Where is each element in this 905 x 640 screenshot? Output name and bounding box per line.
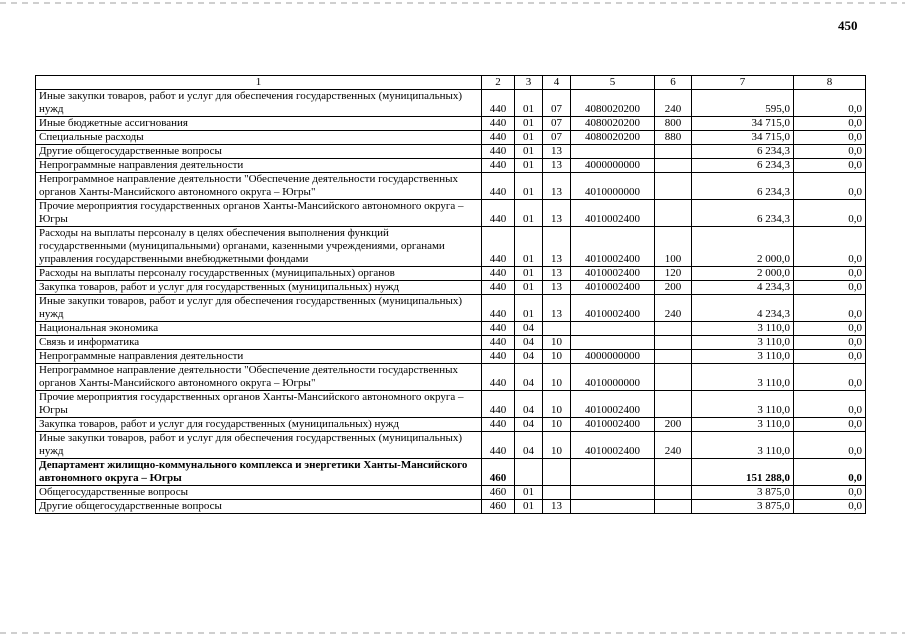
table-row (36, 336, 866, 350)
expense-type-cell: 240 (655, 90, 692, 117)
change-cell: 0,0 (794, 267, 866, 281)
chapter-code-cell: 04 (515, 432, 543, 459)
change-cell: 0,0 (794, 145, 866, 159)
table-row (36, 227, 866, 267)
chapter-code-cell: 01 (515, 159, 543, 173)
row-name-cell: Закупка товаров, работ и услуг для государственных (муниципальных) нужд (36, 418, 482, 432)
amount-cell: 595,0 (692, 90, 794, 117)
subsection-code-cell: 10 (543, 350, 571, 364)
row-name-cell: Связь и информатика (36, 336, 482, 350)
section-code-cell: 440 (482, 173, 515, 200)
chapter-code-cell: 04 (515, 336, 543, 350)
target-article-cell: 4010000000 (571, 173, 655, 200)
scan-bottom-edge (0, 632, 905, 634)
change-cell: 0,0 (794, 200, 866, 227)
change-cell: 0,0 (794, 131, 866, 145)
table-row (36, 295, 866, 322)
change-cell: 0,0 (794, 159, 866, 173)
section-code-cell: 460 (482, 500, 515, 514)
table-row (36, 500, 866, 514)
subsection-code-cell: 13 (543, 173, 571, 200)
section-code-cell: 440 (482, 350, 515, 364)
expense-type-cell (655, 391, 692, 418)
chapter-code-cell: 01 (515, 131, 543, 145)
expense-type-cell (655, 173, 692, 200)
row-name-cell: Прочие мероприятия государственных органов Ханты-Мансийского автономного округа – Югры (36, 200, 482, 227)
amount-cell: 4 234,3 (692, 281, 794, 295)
column-header: 8 (794, 76, 866, 90)
target-article-cell (571, 486, 655, 500)
change-cell: 0,0 (794, 432, 866, 459)
amount-cell: 3 110,0 (692, 391, 794, 418)
amount-cell: 3 110,0 (692, 322, 794, 336)
subsection-code-cell: 13 (543, 295, 571, 322)
table-row (36, 267, 866, 281)
change-cell: 0,0 (794, 500, 866, 514)
target-article-cell: 4010002400 (571, 295, 655, 322)
subsection-code-cell: 10 (543, 418, 571, 432)
target-article-cell (571, 145, 655, 159)
amount-cell: 6 234,3 (692, 159, 794, 173)
chapter-code-cell: 01 (515, 486, 543, 500)
target-article-cell: 4010002400 (571, 391, 655, 418)
subsection-code-cell: 13 (543, 227, 571, 267)
section-code-cell: 440 (482, 432, 515, 459)
expense-type-cell: 240 (655, 432, 692, 459)
change-cell: 0,0 (794, 322, 866, 336)
target-article-cell: 4000000000 (571, 350, 655, 364)
section-code-cell: 460 (482, 486, 515, 500)
table-row (36, 159, 866, 173)
row-name-cell: Департамент жилищно-коммунального комплекса и энергетики Ханты-Мансийского автономного округа – Югры (36, 459, 482, 486)
amount-cell: 6 234,3 (692, 200, 794, 227)
table-row (36, 131, 866, 145)
subsection-code-cell: 10 (543, 364, 571, 391)
section-code-cell: 460 (482, 459, 515, 486)
row-name-cell: Закупка товаров, работ и услуг для государственных (муниципальных) нужд (36, 281, 482, 295)
amount-cell: 34 715,0 (692, 131, 794, 145)
column-header: 4 (543, 76, 571, 90)
table-row (36, 418, 866, 432)
row-name-cell: Непрограммное направление деятельности "Обеспечение деятельности государственных органов Ханты-Мансийского автономного округа – Югры" (36, 364, 482, 391)
subsection-code-cell: 13 (543, 200, 571, 227)
change-cell: 0,0 (794, 350, 866, 364)
section-code-cell: 440 (482, 391, 515, 418)
expense-type-cell (655, 159, 692, 173)
chapter-code-cell: 01 (515, 173, 543, 200)
amount-cell: 3 110,0 (692, 336, 794, 350)
expense-type-cell (655, 322, 692, 336)
column-header: 6 (655, 76, 692, 90)
chapter-code-cell: 01 (515, 281, 543, 295)
amount-cell: 6 234,3 (692, 173, 794, 200)
section-code-cell: 440 (482, 90, 515, 117)
change-cell: 0,0 (794, 418, 866, 432)
change-cell: 0,0 (794, 281, 866, 295)
table-row (36, 350, 866, 364)
target-article-cell: 4000000000 (571, 159, 655, 173)
section-code-cell: 440 (482, 295, 515, 322)
amount-cell: 3 875,0 (692, 500, 794, 514)
row-name-cell: Другие общегосударственные вопросы (36, 500, 482, 514)
table-row (36, 145, 866, 159)
row-name-cell: Расходы на выплаты персоналу в целях обеспечения выполнения функций государственными (муниципальными) органами, казенными учреждениями, органами управления государственными внебюджетными фондами (36, 227, 482, 267)
table-row (36, 364, 866, 391)
row-name-cell: Прочие мероприятия государственных органов Ханты-Мансийского автономного округа – Югры (36, 391, 482, 418)
subsection-code-cell: 07 (543, 117, 571, 131)
row-name-cell: Иные бюджетные ассигнования (36, 117, 482, 131)
subsection-code-cell: 07 (543, 90, 571, 117)
chapter-code-cell: 04 (515, 418, 543, 432)
section-code-cell: 440 (482, 200, 515, 227)
chapter-code-cell: 01 (515, 90, 543, 117)
change-cell: 0,0 (794, 90, 866, 117)
section-code-cell: 440 (482, 145, 515, 159)
subsection-code-cell (543, 322, 571, 336)
chapter-code-cell: 04 (515, 322, 543, 336)
row-name-cell: Специальные расходы (36, 131, 482, 145)
target-article-cell: 4080020200 (571, 117, 655, 131)
chapter-code-cell: 01 (515, 227, 543, 267)
section-code-cell: 440 (482, 117, 515, 131)
amount-cell: 3 875,0 (692, 486, 794, 500)
chapter-code-cell: 01 (515, 267, 543, 281)
table-row (36, 200, 866, 227)
chapter-code-cell (515, 459, 543, 486)
target-article-cell: 4010000000 (571, 364, 655, 391)
row-name-cell: Непрограммное направление деятельности "Обеспечение деятельности государственных органов Ханты-Мансийского автономного округа – Югры" (36, 173, 482, 200)
target-article-cell: 4010002400 (571, 267, 655, 281)
section-code-cell: 440 (482, 159, 515, 173)
chapter-code-cell: 04 (515, 364, 543, 391)
chapter-code-cell: 01 (515, 500, 543, 514)
target-article-cell (571, 336, 655, 350)
expense-type-cell (655, 200, 692, 227)
column-header: 7 (692, 76, 794, 90)
subsection-code-cell: 13 (543, 145, 571, 159)
expense-type-cell: 200 (655, 418, 692, 432)
table-row (36, 117, 866, 131)
row-name-cell: Другие общегосударственные вопросы (36, 145, 482, 159)
subsection-code-cell: 07 (543, 131, 571, 145)
section-code-cell: 440 (482, 131, 515, 145)
amount-cell: 34 715,0 (692, 117, 794, 131)
target-article-cell (571, 500, 655, 514)
amount-cell: 3 110,0 (692, 350, 794, 364)
row-name-cell: Непрограммные направления деятельности (36, 350, 482, 364)
target-article-cell: 4010002400 (571, 281, 655, 295)
table-header-row (36, 76, 866, 90)
target-article-cell: 4010002400 (571, 418, 655, 432)
expense-type-cell (655, 459, 692, 486)
table-row (36, 173, 866, 200)
row-name-cell: Непрограммные направления деятельности (36, 159, 482, 173)
subsection-code-cell: 10 (543, 391, 571, 418)
target-article-cell: 4010002400 (571, 200, 655, 227)
table-row (36, 486, 866, 500)
section-code-cell: 440 (482, 322, 515, 336)
row-name-cell: Национальная экономика (36, 322, 482, 336)
change-cell: 0,0 (794, 227, 866, 267)
chapter-code-cell: 01 (515, 200, 543, 227)
change-cell: 0,0 (794, 336, 866, 350)
expense-type-cell: 880 (655, 131, 692, 145)
amount-cell: 3 110,0 (692, 364, 794, 391)
table-row (36, 322, 866, 336)
subsection-code-cell (543, 459, 571, 486)
table-row (36, 90, 866, 117)
row-name-cell: Иные закупки товаров, работ и услуг для обеспечения государственных (муниципальных) нужд (36, 432, 482, 459)
amount-cell: 151 288,0 (692, 459, 794, 486)
amount-cell: 2 000,0 (692, 267, 794, 281)
change-cell: 0,0 (794, 391, 866, 418)
change-cell: 0,0 (794, 459, 866, 486)
change-cell: 0,0 (794, 295, 866, 322)
amount-cell: 4 234,3 (692, 295, 794, 322)
expense-type-cell (655, 500, 692, 514)
row-name-cell: Расходы на выплаты персоналу государственных (муниципальных) органов (36, 267, 482, 281)
expense-type-cell: 800 (655, 117, 692, 131)
expense-type-cell: 240 (655, 295, 692, 322)
subsection-code-cell: 13 (543, 267, 571, 281)
amount-cell: 2 000,0 (692, 227, 794, 267)
section-code-cell: 440 (482, 336, 515, 350)
target-article-cell (571, 459, 655, 486)
expense-type-cell (655, 364, 692, 391)
subsection-code-cell: 10 (543, 336, 571, 350)
subsection-code-cell: 13 (543, 159, 571, 173)
row-name-cell: Общегосударственные вопросы (36, 486, 482, 500)
page-number: 450 (838, 18, 858, 33)
target-article-cell: 4010002400 (571, 432, 655, 459)
column-header: 3 (515, 76, 543, 90)
expense-type-cell (655, 486, 692, 500)
section-code-cell: 440 (482, 227, 515, 267)
subsection-code-cell (543, 486, 571, 500)
section-code-cell: 440 (482, 281, 515, 295)
budget-table (35, 75, 866, 514)
column-header: 5 (571, 76, 655, 90)
table-row (36, 459, 866, 486)
expense-type-cell (655, 336, 692, 350)
change-cell: 0,0 (794, 364, 866, 391)
amount-cell: 6 234,3 (692, 145, 794, 159)
amount-cell: 3 110,0 (692, 432, 794, 459)
column-header: 1 (36, 76, 482, 90)
table-row (36, 432, 866, 459)
target-article-cell: 4080020200 (571, 90, 655, 117)
chapter-code-cell: 01 (515, 295, 543, 322)
amount-cell: 3 110,0 (692, 418, 794, 432)
subsection-code-cell: 13 (543, 500, 571, 514)
subsection-code-cell: 13 (543, 281, 571, 295)
change-cell: 0,0 (794, 173, 866, 200)
change-cell: 0,0 (794, 117, 866, 131)
target-article-cell: 4010002400 (571, 227, 655, 267)
chapter-code-cell: 04 (515, 350, 543, 364)
chapter-code-cell: 01 (515, 117, 543, 131)
expense-type-cell (655, 350, 692, 364)
target-article-cell: 4080020200 (571, 131, 655, 145)
table-row (36, 391, 866, 418)
chapter-code-cell: 01 (515, 145, 543, 159)
chapter-code-cell: 04 (515, 391, 543, 418)
row-name-cell: Иные закупки товаров, работ и услуг для обеспечения государственных (муниципальных) нужд (36, 90, 482, 117)
change-cell: 0,0 (794, 486, 866, 500)
subsection-code-cell: 10 (543, 432, 571, 459)
table-row (36, 281, 866, 295)
expense-type-cell: 100 (655, 227, 692, 267)
section-code-cell: 440 (482, 418, 515, 432)
row-name-cell: Иные закупки товаров, работ и услуг для обеспечения государственных (муниципальных) нужд (36, 295, 482, 322)
expense-type-cell (655, 145, 692, 159)
scan-top-edge (0, 2, 905, 4)
section-code-cell: 440 (482, 267, 515, 281)
column-header: 2 (482, 76, 515, 90)
expense-type-cell: 120 (655, 267, 692, 281)
target-article-cell (571, 322, 655, 336)
expense-type-cell: 200 (655, 281, 692, 295)
section-code-cell: 440 (482, 364, 515, 391)
